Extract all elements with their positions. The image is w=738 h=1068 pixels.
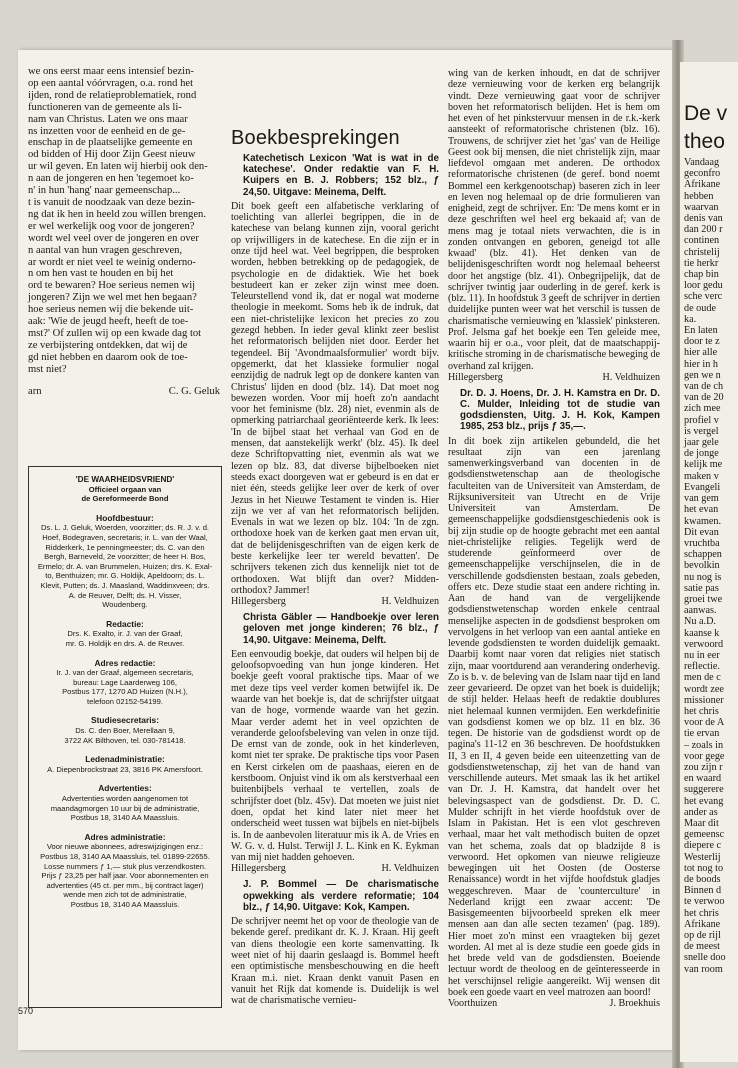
review-1-place: Hillegersberg [231,596,286,608]
masthead-heading-editors: Redactie: [106,618,144,629]
masthead-subtitle: Officieel orgaan van de Gereformeerde Bond [81,484,169,504]
review-4-text: In dit boek zijn artikelen gebundeld, die het resultaat zijn van een jarenlang samenwerkingsverband van docenten in de godsdienstwetenschap aan de theologische faculteiten van de Universiteit van Amsterdam, de Rijksuniversiteit van Utrecht en de Vrije Universiteit van Amsterdam. De gemeenschappelijke godsdienstgeschiedenis ook is bij zijn studie op de hoogte gebracht met een aantal niet-christelijke religies. Tegelijk werd de studerende geïnformeerd over de gemeenschappelijke verschijnselen, die in de verschillende godsdiensten bestaan, zoals gebeden, offers etc. Deze studie staat een andere richting in. Aan de hand van de vergelijkende godsdienstwetenschap worden enkele centraal menselijke aspecten in de godsdienst besproken om vervolgens in het verloop van een aantal antieke en levende godsdiensten te worden duidelijk gemaakt. Daarbij komt naar voren dat religies niet statisch zijn, maar voortdurend aan verandering onderhevig. Zo is b. v. de beleving van de Islam naar tijd en land zeer gevarieerd. De opzet van het boek is duidelijk; de stijl helder. Helaas heeft de redaktie doublures niet helemaal kunnen vermijden. Een werkdefinitie van godsdienst komen we op blz. 11 en blz. 36 tegen. De historie van de godsdienst wordt op de pagina's 11-12 en 36 beschreven. De hoofdstukken II, 3 en II, 4 geven beide een uiteenzetting van de godsdienstwetenschap, zij het van de hand van verschillende auteurs. Met smaak las ik het artikel van Dr. J. H. Kamstra, dat handelt over het belevingsaspect van de godsdienst. Dr. D. C. Mulder schrijft in het vierde hoofdstuk over de Islam in Pakistan. Het is een vlot geschreven verhaal, maar het valt methodisch buiten de opzet van het schema, zoals dat op bladzijde 8 is verwoord. Het opkomen van nieuwe religieuze bewegingen uit het Oosten (de Oosterse Renaissance) wordt in het vijfde hoofdstuk gladjes weggeschreven. Maar de 'counterculture' in Nederland krijgt een zwaar accent: 'De Basisgemeenten bijvoorbeeld spreken elk meer mensen aan dan alle secten tezamen' (pag. 189). Hier moet zo'n minst een vraagteken bij gezet worden. Al met al is deze studie een goede gids in het brede veld van de godsdiensten. Boeiende lectuur wordt de theoloog en de geïnteresseerde in het verschijnsel religie aangereikt. Wij wensen dit boek een goede vaart en veel matrozen aan boord! [448,435,660,998]
previous-article-signature [28,386,220,398]
section-title: Boekbesprekingen [231,127,400,149]
masthead-heading-study: Studiesecretaris: [91,715,159,726]
masthead-heading-ads: Advertenties: [98,783,152,794]
review-4-place: Voorthuizen [448,998,498,1010]
previous-article-body: we ons eerst maar eens intensief bezin- op een aantal vóórvragen, o.a. rond het ijden, rond de relatieproblematiek, rond functioneren van de gemeente als li- nam van Christus. Laten we ons maar ns inzetten voor de eenheid en de ge- enschap in de plaatselijke gemeente en od bidden of Hij door Zijn Geest nieuw ur wil geven. En laten wij hierbij ook den- n aan de jongeren en hen 'tegemoet ko- n' in hun 'hang' naar gemeenschap... t is vanuit de noodzaak van deze bezin- ng dat ik hen in heeld zou willen brengen. er wel werkelijk oog voor de jongeren? wordt wel veel over de jongeren en over n aantal van hun vragen geschreven, ar wordt er niet veel te weinig onderno- n om hen vast te houden en bij het ord te bewaren? Hoe serieus nemen wij jongeren? Zijn we wel met hen begaan? hoe serieus nemen wij die bekende uit- aak: 'Wie de jeugd heeft, heeft de toe- mst?' Of zullen wij op een kwade dag tot ze verbijstering ontdekken, dat wij de gd niet hebben en daarom ook de toe- mst niet? [28,66,208,375]
masthead-body-admin: Voor nieuwe abonnees, adreswijzigingen enz.: Postbus 18, 3140 AA Maassluis, tel. 01899-22655. Losse nummers ƒ 1,— stuk plus verzendkosten. Prijs ƒ 23,25 per half jaar. Voor abonnementen en advertenties (45 ct. per mm., bij contract lager) wende men zich tot de administratie, Postbus 18, 3140 AA Maassluis. [40,842,210,909]
review-3-place: Hillegersberg [448,371,503,383]
review-4-heading: Dr. D. J. Hoens, Dr. J. H. Kamstra en Dr. D. C. Mulder, Inleiding tot de studie van godsdiensten, Uitg. J. H. Kok, Kampen 1985, 253 blz., prijs ƒ 35,—. [460,387,660,433]
right-column [448,68,660,1010]
review-3-continued-text: wing van de kerken inhoudt, en dat de schrijver deze vernieuwing voor de kerken erg belangrijk vindt. Deze vernieuwing gaat voor de schrijver boven het reformatorisch belijden. Het is hem om het even of het pinkstervuur mensen in de r.k.-kerk aansteekt of reformatorische christenen (blz. 16). Trouwens, de schrijver ziet het 'gas' van de Heilige Geest ook bij mensen, die niet christelijk zijn, maar liefdevol omgaan met anderen. De orthodox reformatorische christenen (de geref. bond noemt Bommel een kerkgenootschap) baseren zich in leer en leven nog helemaal op de drie formulieren van enigheid, zegt de schrijver. En: 'De mens komt er in deze geschriften wel heel erg bekaaid af; van de mens mag je totaal niets verwachten, die is in zonden ontvangen en geboren, geneigd tot alle kwaad' (blz. 41). Het denken van de belijdenisgeschriften wordt nog helemaal beheerst door het angstige (blz. 41). Onbegrijpelijk, dat de schrijver twintig jaar ouderling in de geref. kerk is (blz. 11). In hoofdstuk 3 geeft de schrijver in dertien duidelijke punten weer wat het verschil is tussen de charismatische vernieuwing en 'klassiek' pinksteren. Prof. Jelsma gaf het boekje een Ten geleide mee, waarin hij er o.a., voor pleit, dat de maatschappij-kritische stroming in de charismatische beweging de overhand zal krijgen. [448,68,660,372]
review-1-heading: Katechetisch Lexicon 'Wat is wat in de katechese'. Onder redaktie van F. H. Kuipers en B. J. Robbers; 152 blz., ƒ 24,50. Uitgave: Meinema, Delft. [243,153,439,198]
masthead-box [28,466,222,1008]
signature-name: C. G. Geluk [168,385,220,397]
masthead-heading-members: Ledenadministratie: [85,754,165,765]
masthead-body-board: Ds. L. J. Geluk, Woerden, voorzitter; ds. R. J. v. d. Hoef, Bodegraven, secretaris; ir. L. van der Waal, Ridderkerk, 1e penningmeester; ds. C. van den Bergh, Barneveld, 2e voorzitter; de heer H. Bos, Ermelo; dr. A. van Brummelen, Huizen; drs. K. Exal- to, Benthuizen; mr. G. Holdijk, Apeldoorn; ds. L. Klevit, Putten; ds. J. Maasland, Waddinxveen; drs. A. de Reuver, Delft; ds. H. Visser, Woudenberg. [37,523,213,610]
masthead-title: 'DE WAARHEIDSVRIEND' [75,475,175,484]
facing-page-text: Vandaag geconfro Afrikane hebben waarvan denis van dan 200 r continen christelij tie herkr chap bin loor gedu sche verc de oude ka. En laten door te z hier alle hier in h gen we n van de ch van de 20 zich mee profiel v is vergel jaar gele de jonge kelijk me maken v Evangeli van gem het evan kwamen. Dit evan vruchtba schappen bevolkin nu nog is satie pas groei twe aanwas. Nu a.D. kaanse k verwoord nu in eer reflectie. men de c wordt zee missioner het chris voor de A tie ervan – zoals in voor gege zou zijn r en waard suggerere het evang ander as Maar dit gemeensc diepere c Westerlij tot nog to de boods Binnen d te verwoo het chris Afrikane op de rijl de meest snelle doo van room [684,157,726,975]
review-1-text: Dit boek geeft een alfabetische verklaring of toelichting van allerlei begrippen, die in de katechese van belang kunnen zijn, vooral gericht op vrijwilligers in de katechese. En die zijn er in onze tijd heel wat. Veel begrippen, die besproken worden, hebben betrekking op de pedagogiek, de psychologie en de didaktiek. Wie het boek bestudeert kan er zeker zijn winst mee doen. Teleurstellend vond ik, dat er nogal wat moderne theologie in meekomt. Soms heb ik de indruk, dat een niet-christelijke lexicon het precies zo zou gezegd hebben. In ieder geval klinkt zeer beslist het reformatorisch belijden niet door. Eerder het tegendeel. Bij 'Avondmaalsformulier' wordt bijv. opgemerkt, dat het klassieke formulier nogal eenzijdig de nadruk legt op de donkere kanten van Christus' lijden en dood (blz. 14). Dat moet nog bewezen worden. Voor mij hoeft zo'n aandacht voor het feminisme (blz. 28) niet, evenmin als de opmerking patriarchaal georiënteerde kerk. Ik lees: 'In de bijbel staat het verhaal van God en de mensen, dat aanstekelijk werkt' (blz. 45). Ik deel deze Schriftopvatting niet, evenmin als wat we lezen op blz. 83, dat diverse bijbelboeken niet steeds exact doorgeven wat er gebeurd is en dat er niet één, steeds gelijke leer over de kerk of over Jezus in het Nieuwe Testament te vinden is. Hier zijn we ver af van het reformatorisch belijden. Evenals in wat we lezen op blz. 104: 'In de zgn. orthodoxe hoek van de kerken gaat men ervan uit, dat de belijdenisgeschriften van de eigen kerk de beste kerkelijke leer ter wereld bevatten'. De schrijvers tekenen zich dus kennelijk niet tot de orthodoxen. Wat blijft dan over? Midden-orthodox? Jammer! [231,200,439,596]
review-4-signature [448,998,660,1010]
review-2-place: Hillegersberg [231,863,286,875]
review-3-text: De schrijver neemt het op voor de theologie van de bekende geref. predikant dr. K. J. Kraan. Hij geeft van diens theologie een korte samenvatting. Ik weet niet of hij daarin geslaagd is. Bommel heeft een optimistische mensbeschouwing en die heeft Kraan m.i. niet. Kraan denkt vanuit Pasen en vanuit het Rijk dat komende is. Duidelijk is wel wat de charismatische vernieu- [231,916,439,1007]
middle-column [231,153,439,1006]
review-2-heading: Christa Gäbler — Handboekje over leren geloven met jonge kinderen; 76 blz., ƒ 14,90. Uitgave: Meinema, Delft. [243,612,439,646]
previous-article-text [28,66,220,398]
masthead-heading-admin: Adres administratie: [84,831,166,842]
masthead-body-members: A. Diepenbrockstraat 23, 3816 PK Amersfoort. [47,764,203,774]
masthead-body-study: Ds. C. den Boer, Merellaan 9, 3722 AK Bilthoven, tel. 030-781418. [64,726,186,745]
review-3-signature [448,372,660,384]
review-1-author: H. Veldhuizen [381,596,439,608]
review-3-author: H. Veldhuizen [602,371,660,383]
review-3-heading: J. P. Bommel — De charismatische opwekking als verdere reformatie; 104 blz., ƒ 14,90. Uitgave: Kok, Kampen. [243,879,439,913]
review-4-author: J. Broekhuis [609,998,660,1010]
masthead-body-editors: Drs. K. Exalto, ir. J. van der Graaf, mr. G. Holdijk en drs. A. de Reuver. [65,629,185,648]
masthead-body-editor-address: Ir. J. van der Graaf, algemeen secretaris, bureau: Lage Laarderweg 106, Postbus 177, 1270 AD Huizen (N.H.), telefoon 02152-54199. [56,668,194,706]
masthead-body-ads: Advertenties worden aangenomen tot maandagmorgen 10 uur bij de administratie, Postbus 18, 3140 AA Maassluis. [50,794,200,823]
review-2-author: H. Veldhuizen [381,863,439,875]
masthead-heading-editor-address: Adres redactie: [94,657,156,668]
facing-page-heading: De v theo [684,102,728,153]
review-1-signature [231,596,439,608]
signature-place: arn [28,385,42,397]
review-2-text: Een eenvoudig boekje, dat ouders wil helpen bij de geloofsopvoeding van hun jonge kinderen. Het boekje geeft vooral praktische tips. Maar of we met deze tips veel verder komen betwijfel ik. De waarde van het boekje is, dat de schrijfster uitgaat van de hoge, vormende waarde van het gezin. Maar verder ademt het in veel opzichten de veranderde geloofsbeleving van velen in onze tijd. De ernst van de zonde, ook in het kinderleven, komt niet ter sprake. De praktische tips voor Pasen en Kerst cirkelen om de paashaas, eieren en de kerstboom. Onjuist vind ik om als kerstverhaal een buitenbijbels verhaal te vertellen, zoals de schrijfster doet (blz. 45v). Dat moeten we juist niet doen, opdat het kind later niet meer het onderscheid weet tussen wat bijbels en niet-bijbels is. In de aanbevolen literatuur mis ik A. de Vries en W. G. v. d. Hulst. Terwijl J. L. Kink en K. Eykman van mij niet hadden gehoeven. [231,648,439,864]
page-number: 570 [18,1006,34,1016]
masthead-heading-board: Hoofdbestuur: [96,512,154,523]
review-2-signature [231,863,439,875]
